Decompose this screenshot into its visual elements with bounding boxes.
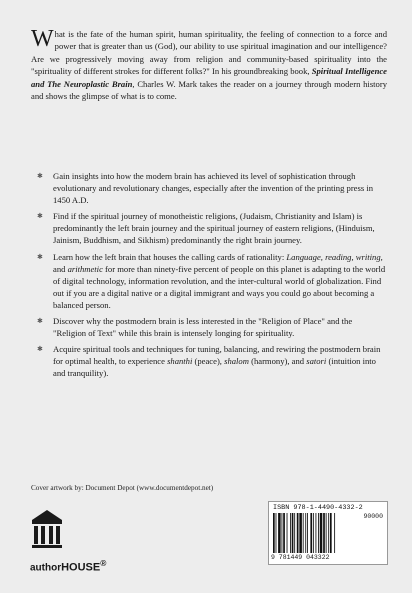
- feature-text-lead: Acquire spiritual tools and techniques for tuning, balancing, and rewiring the postmodern brain for optimal health, to experience: [53, 344, 381, 367]
- isbn-barcode: [268, 501, 388, 565]
- feature-list: [37, 170, 387, 384]
- feature-text: Gain insights into how the modern brain has achieved its level of sophistication through evolutionary and revolutionary changes, especially after the invention of the printing press in 1450 A.D.: [53, 171, 374, 206]
- feature-item-3: [37, 251, 387, 311]
- feature-italic-reading: reading: [325, 251, 352, 262]
- asterisk-bullet-icon: ✱: [37, 252, 43, 261]
- feature-item-5: [37, 343, 387, 379]
- intro-text-part2: , Charles W. Mark takes the reader on a journey through modern history and shows the glimpse of what is to come.: [31, 78, 388, 102]
- publisher-logo: [30, 508, 120, 574]
- feature-text-tail: for more than ninety-five percent of people on this planet is adapting to the world of digital technology, information revolution, and the inter-cultural world of globalization. Find out if you are a digital native or a digital immigrant and ways you could go about becoming a balanced person.: [53, 263, 386, 310]
- feature-italic-shanthi: shanthi: [167, 356, 193, 367]
- house-logo-icon: [30, 508, 64, 548]
- feature-italic-writing: writing: [355, 251, 381, 262]
- feature-item-4: [37, 315, 387, 339]
- feature-italic-arithmetic: arithmetic: [67, 263, 103, 274]
- separator: (peace),: [192, 356, 225, 367]
- feature-italic-language: Language: [286, 251, 321, 262]
- feature-text: Discover why the postmodern brain is less interested in the "Religion of Place" and the "Religion of Text" while this brain is intensely longing for spirituality.: [53, 316, 353, 339]
- book-title: Spiritual Intelligence and The Neuroplastic Brain: [31, 66, 387, 89]
- feature-italic-satori: satori: [306, 356, 327, 367]
- publisher-name: [30, 558, 106, 573]
- registered-mark: ®: [100, 558, 107, 568]
- feature-italic-shalom: shalom: [224, 356, 249, 367]
- feature-text: Find if the spiritual journey of monotheistic religions, (Judaism, Christianity and Islam) is predominantly the left brain journey and the spiritual journey of eastern religions, (Hinduism, Jainism, Buddhism, and Sikhism) predominantly the right brain journey.: [53, 211, 375, 246]
- feature-text-lead: Learn how the left brain that houses the calling cards of rationality:: [53, 251, 287, 262]
- intro-text-part1: hat is the fate of the human spirit, human spirituality, the feeling of connection to a force and power that is greater than us (God), our ability to use spiritual imagination and our intelligence? Are we progressively moving away from religion and community-based spirituality into the "spirituality of different strokes for different folks?" In his groundbreaking book,: [31, 29, 387, 77]
- asterisk-bullet-icon: ✱: [37, 317, 43, 326]
- asterisk-bullet-icon: ✱: [37, 212, 43, 221]
- asterisk-bullet-icon: ✱: [37, 345, 43, 354]
- feature-item-1: [37, 170, 387, 206]
- separator: , and: [53, 251, 383, 274]
- drop-cap: W: [31, 26, 54, 52]
- feature-item-2: [37, 210, 387, 246]
- publisher-name-house: HOUSE: [61, 561, 101, 574]
- isbn-number: ISBN 978-1-4490-4332-2: [273, 504, 363, 512]
- intro-paragraph: [31, 28, 387, 102]
- cover-credit: Cover artwork by: Document Depot (www.documentdepot.net): [31, 484, 214, 492]
- publisher-name-author: author: [30, 562, 62, 574]
- separator: ,: [351, 251, 356, 262]
- asterisk-bullet-icon: ✱: [37, 172, 43, 180]
- barcode-digits: 9 781449 043322: [271, 554, 330, 561]
- price-code: 90000: [363, 513, 383, 520]
- barcode-bars: [273, 513, 353, 553]
- separator: (harmony), and: [248, 356, 307, 367]
- separator: ,: [320, 251, 326, 262]
- feature-text-tail: (intuition into and tranquility).: [53, 356, 376, 379]
